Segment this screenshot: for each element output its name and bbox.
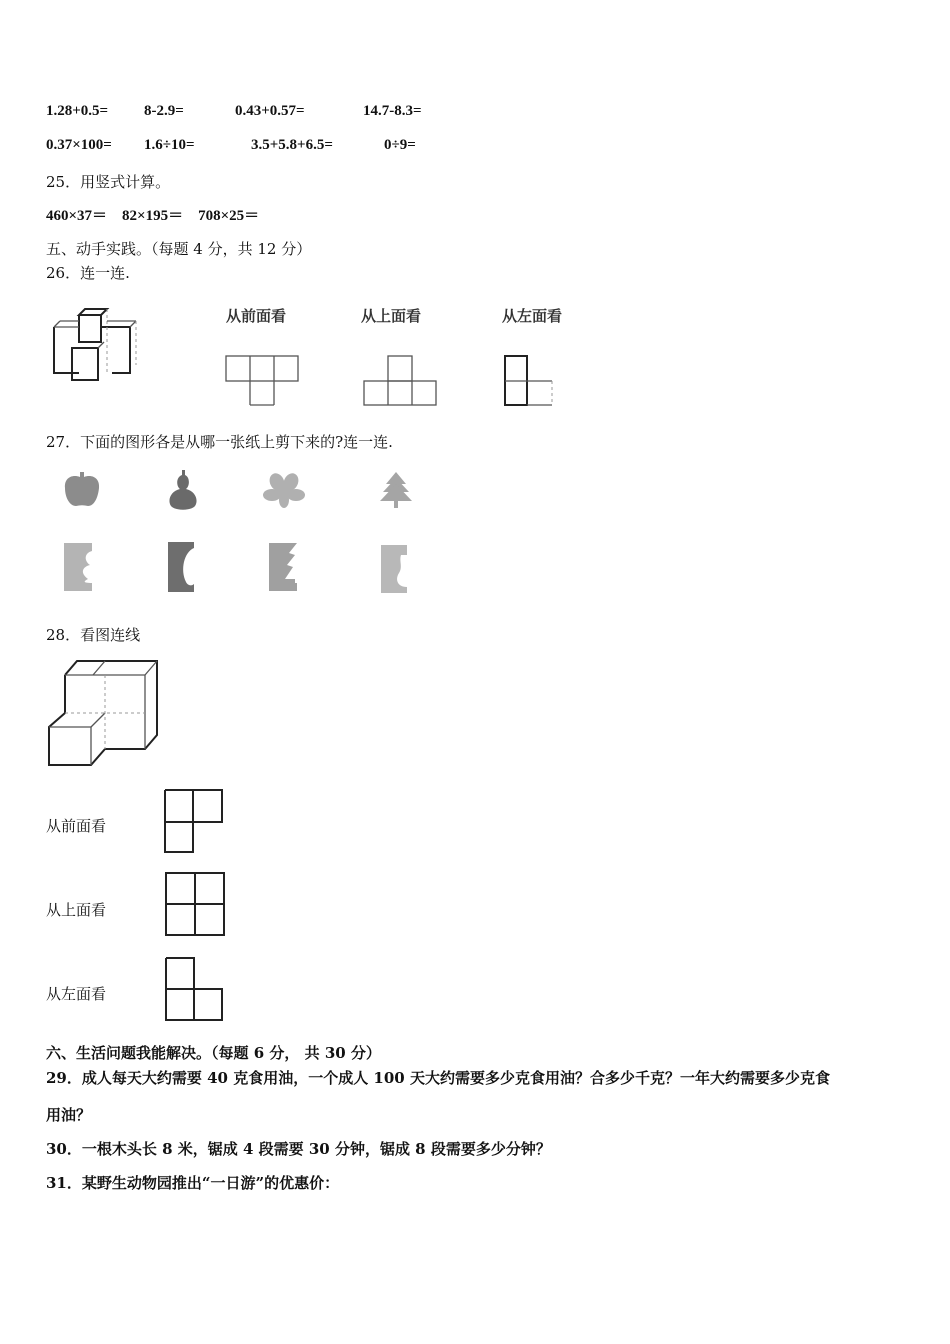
paper-apple-cut xyxy=(381,545,411,595)
clover-shape-icon xyxy=(263,470,305,510)
question-29-line1: 29．成人每天大约需要 40 克食用油，一个成人 100 天大约需要多少克食用油？合多少千克？一年大约需要多少克食 xyxy=(46,1069,830,1087)
question-25-title: 25．用竖式计算。 xyxy=(46,173,171,191)
question-30: 30．一根木头长 8 米，锯成 4 段需要 30 分钟，锯成 8 段需要多少分钟？ xyxy=(46,1140,551,1158)
paper-clover-cut xyxy=(64,543,96,593)
left-view-grid xyxy=(166,958,226,1023)
view-label-top: 从上面看 xyxy=(361,307,422,325)
calc-item: 8-2.9= xyxy=(144,103,184,119)
calc-item: 0.37×100= xyxy=(46,137,112,153)
calc-item: 14.7-8.3= xyxy=(363,103,422,119)
top-view-grid xyxy=(166,873,228,939)
calc-item: 3.5+5.8+6.5= xyxy=(251,137,333,153)
left-view-grid xyxy=(505,356,557,408)
view-label-front: 从前面看 xyxy=(226,307,287,325)
calc-item: 1.6÷10= xyxy=(144,137,195,153)
front-view-grid xyxy=(226,356,301,408)
view-label-front: 从前面看 xyxy=(46,817,107,835)
calc-item: 1.28+0.5= xyxy=(46,103,109,119)
top-view-grid xyxy=(364,356,439,408)
question-31: 31．某野生动物园推出“一日游”的优惠价： xyxy=(46,1174,340,1192)
question-29-line2: 用油？ xyxy=(46,1106,92,1124)
cube-stack-figure xyxy=(50,305,150,385)
paper-gourd-cut xyxy=(168,542,200,594)
apple-shape-icon xyxy=(62,470,102,510)
calc-item: 0.43+0.57= xyxy=(235,103,305,119)
paper-tree-cut xyxy=(269,543,301,593)
section-6-heading: 六、生活问题我能解决。（每题 6 分， 共 30 分） xyxy=(46,1044,381,1062)
view-label-left: 从左面看 xyxy=(502,307,563,325)
front-view-grid xyxy=(165,790,225,855)
tree-shape-icon xyxy=(378,470,414,512)
question-28-title: 28．看图连线 xyxy=(46,626,141,644)
view-label-left: 从左面看 xyxy=(46,985,107,1003)
question-27-title: 27．下面的图形各是从哪一张纸上剪下来的?连一连. xyxy=(46,433,393,451)
stepped-cube-figure xyxy=(45,655,160,775)
section-5-heading: 五、动手实践。（每题 4 分，共 12 分） xyxy=(46,240,312,258)
gourd-shape-icon xyxy=(165,470,201,512)
calc-item: 0÷9= xyxy=(384,137,416,153)
question-26-title: 26．连一连. xyxy=(46,264,130,282)
view-label-top: 从上面看 xyxy=(46,901,107,919)
question-25-items: 460×37＝ 82×195＝ 708×25＝ xyxy=(46,208,260,224)
